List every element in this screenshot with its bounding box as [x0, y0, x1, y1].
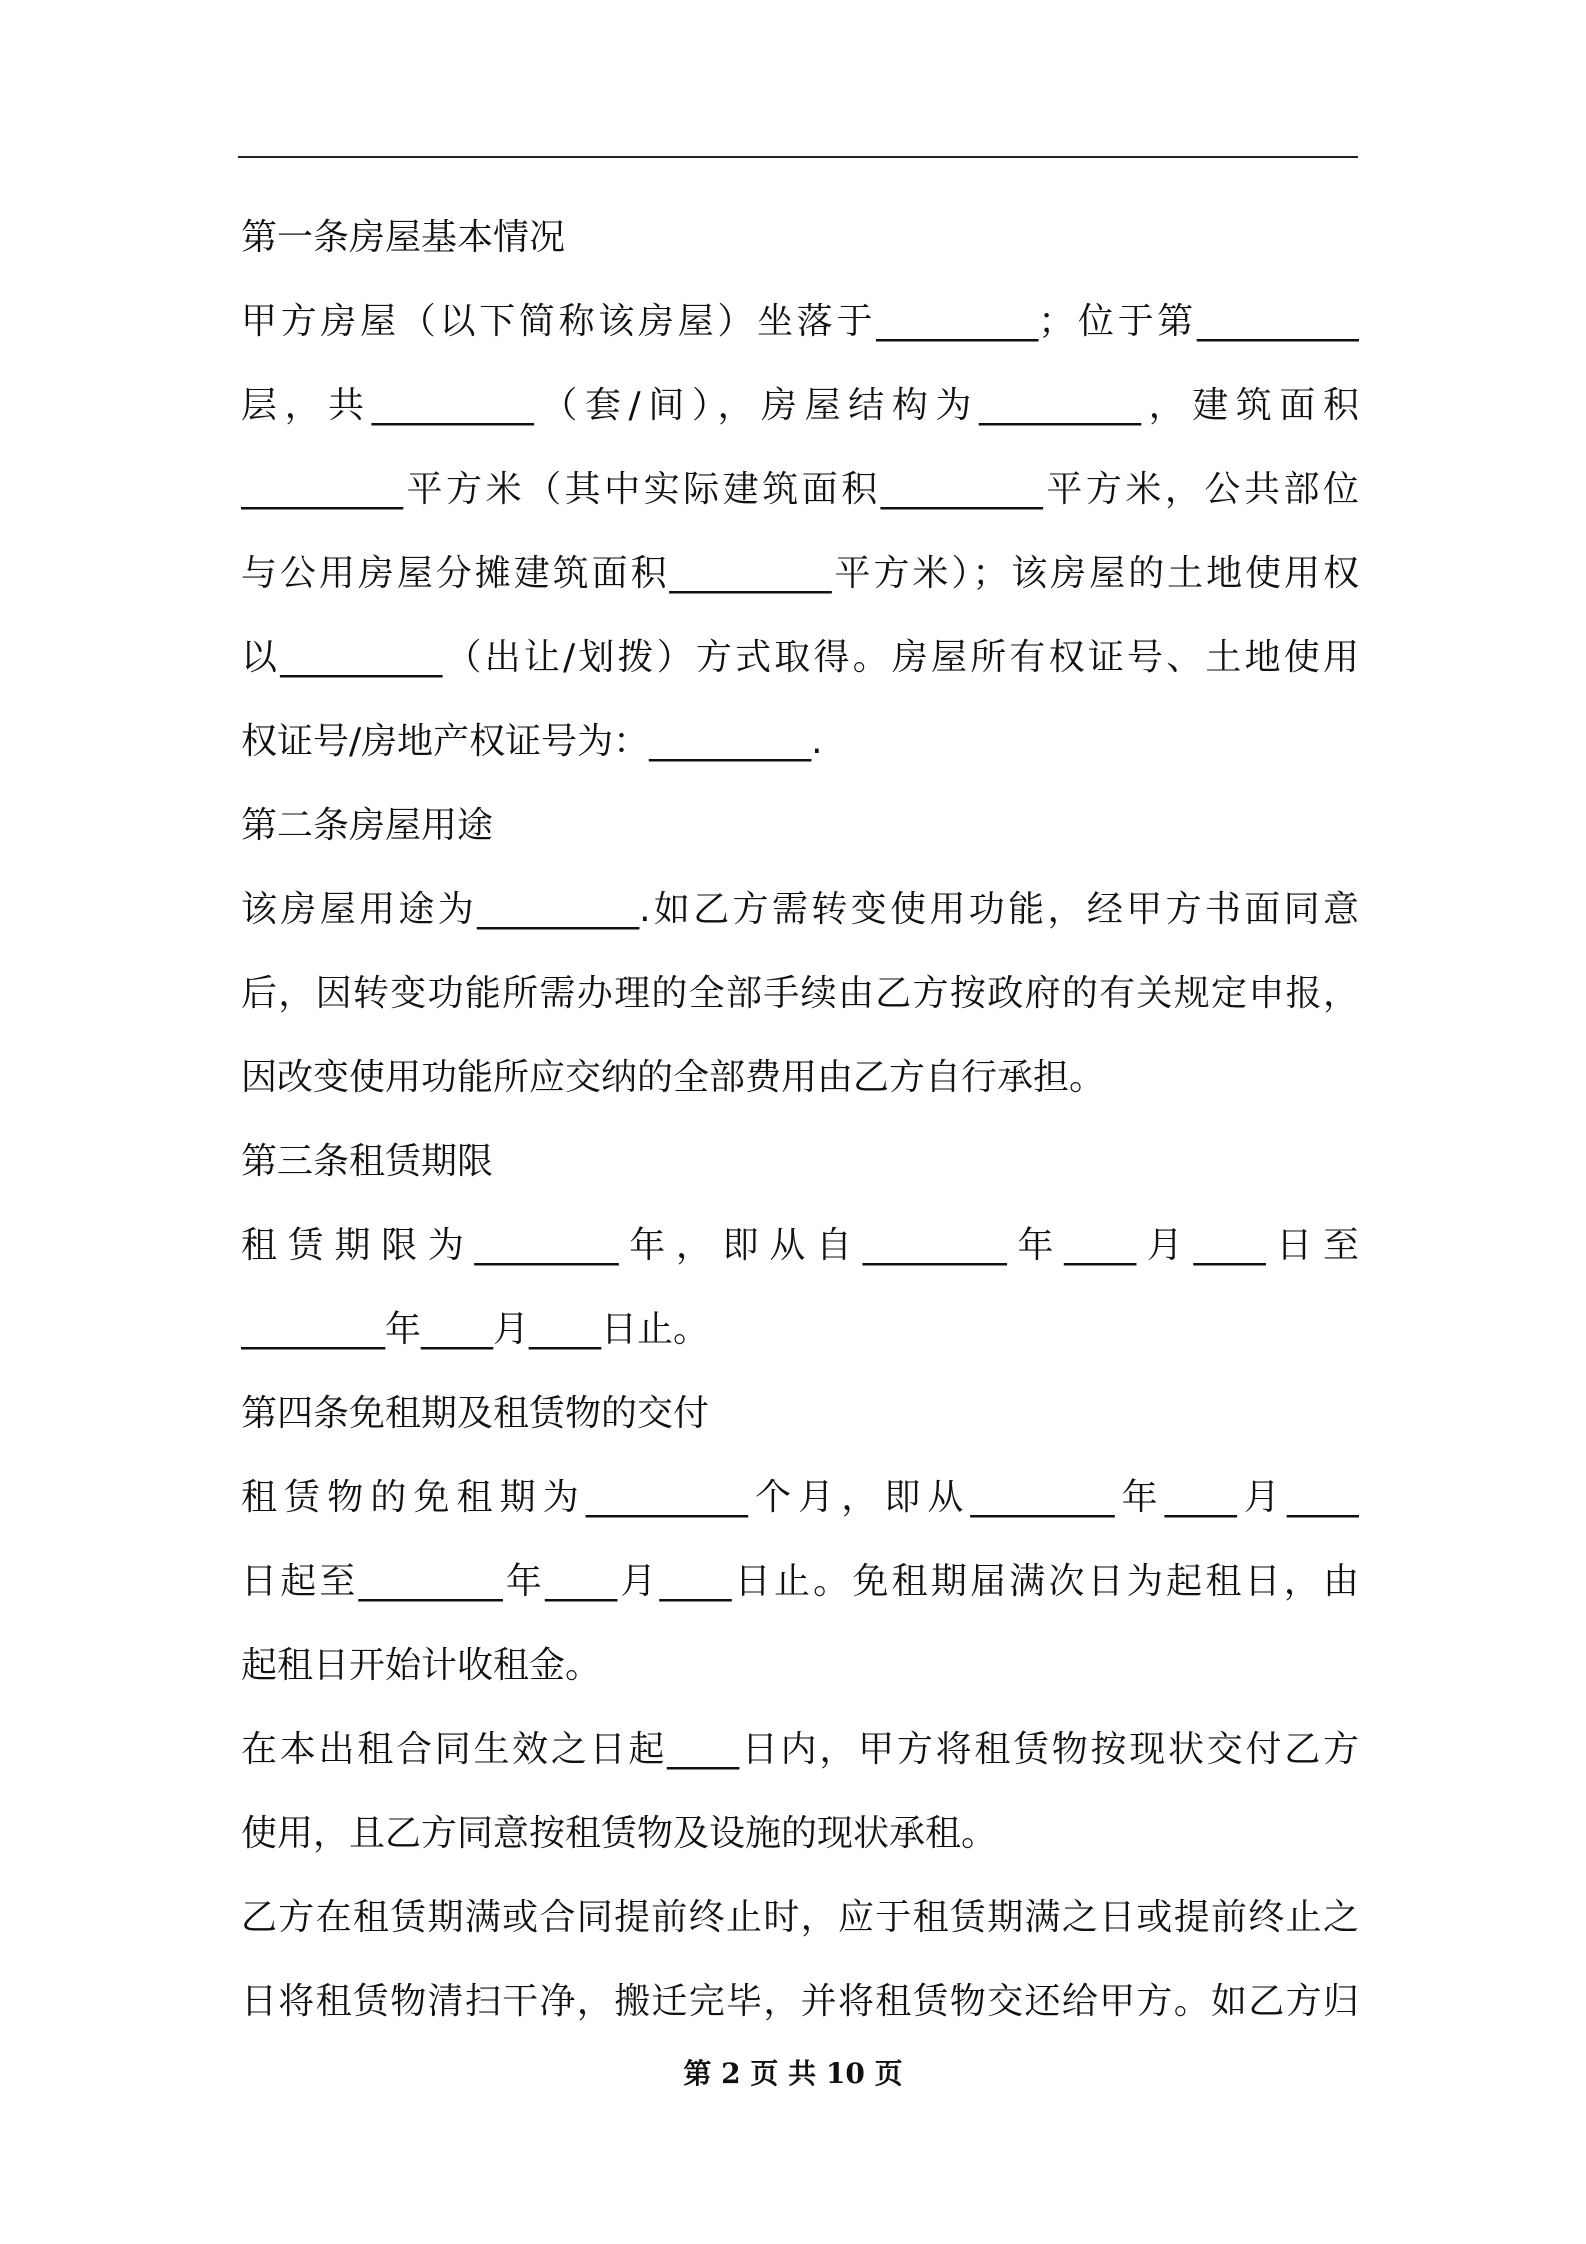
text-line-8: 第二条房屋用途: [241, 805, 494, 846]
text-line-14: ________年____月____日止。: [241, 1309, 710, 1350]
text-line-9: 该房屋用途为_________.如乙方需转变使用功能，经甲方书面同意: [241, 889, 1359, 930]
text-line-7: 权证号/房地产权证号为：_________.: [241, 721, 823, 762]
text-line-2: 甲方房屋（以下简称该房屋）坐落于_________；位于第_________: [241, 301, 1359, 342]
text-line-15: 第四条免租期及租赁物的交付: [241, 1393, 710, 1434]
text-line-1: 第一条房屋基本情况: [241, 217, 566, 258]
text-line-16: 租赁物的免租期为_________个月，即从________年____月____: [241, 1477, 1359, 1518]
text-line-3: 层，共_________（套/间），房屋结构为_________，建筑面积: [241, 385, 1359, 426]
document-body: [241, 196, 1359, 2044]
text-line-19: 在本出租合同生效之日起____日内，甲方将租赁物按现状交付乙方: [241, 1729, 1359, 1770]
page-number: 第 2 页 共 10 页: [683, 2057, 903, 2090]
text-line-13: 租赁期限为________年，即从自________年____月____日至: [241, 1225, 1359, 1266]
text-line-17: 日起至________年____月____日止。免租期届满次日为起租日，由: [241, 1561, 1359, 1602]
text-line-6: 以_________（出让/划拨）方式取得。房屋所有权证号、土地使用: [241, 637, 1359, 678]
text-line-12: 第三条租赁期限: [241, 1141, 494, 1182]
text-line-18: 起租日开始计收租金。: [241, 1645, 602, 1686]
text-line-11: 因改变使用功能所应交纳的全部费用由乙方自行承担。: [241, 1057, 1106, 1098]
text-line-10: 后，因转变功能所需办理的全部手续由乙方按政府的有关规定申报，: [241, 973, 1359, 1014]
header-divider: [238, 156, 1358, 158]
text-line-5: 与公用房屋分摊建筑面积_________平方米）；该房屋的土地使用权: [241, 553, 1359, 594]
text-line-20: 使用，且乙方同意按租赁物及设施的现状承租。: [241, 1813, 998, 1854]
text-line-4: _________平方米（其中实际建筑面积_________平方米，公共部位: [241, 469, 1359, 510]
text-line-21: 乙方在租赁期满或合同提前终止时，应于租赁期满之日或提前终止之: [241, 1897, 1359, 1938]
text-line-22: 日将租赁物清扫干净，搬迁完毕，并将租赁物交还给甲方。如乙方归: [241, 1981, 1359, 2022]
